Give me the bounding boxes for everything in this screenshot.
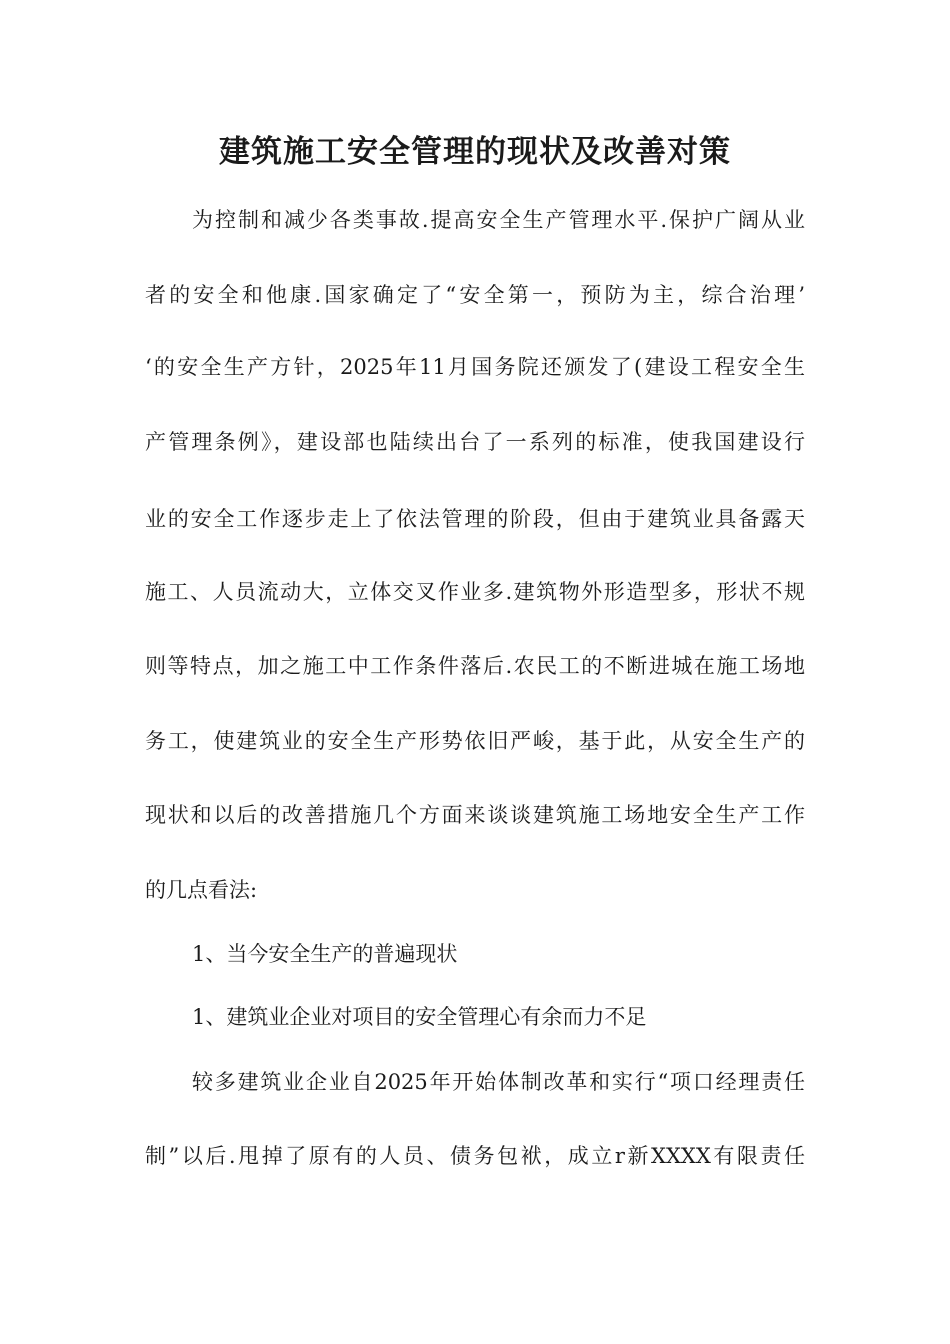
subsection-heading: 1、建筑业企业对项目的安全管理心有余而力不足 [192,1005,647,1029]
paragraph-line: 业的安全工作逐步走上了依法管理的阶段，但由于建筑业具备露天 [145,507,805,531]
paragraph-line: ‘的安全生产方针，2025年11月国务院还颁发了(建设工程安全生 [145,355,805,379]
paragraph-line: 施工、人员流动大，立体交叉作业多.建筑物外形造型多，形状不规 [145,580,805,604]
paragraph-line: 产管理条例》，建设部也陆续出台了一系列的标准，使我国建设行 [145,430,805,454]
paragraph-line: 为控制和减少各类事故.提高安全生产管理水平.保护广阔从业 [192,208,805,232]
paragraph-line: 较多建筑业企业自2025年开始体制改革和实行“项口经理责任 [192,1070,805,1094]
paragraph-line: 的几点看法: [145,878,258,902]
paragraph-line: 则等特点，加之施工中工作条件落后.农民工的不断进城在施工场地 [145,654,805,678]
paragraph-line: 务工，使建筑业的安全生产形势依旧严峻，基于此，从安全生产的 [145,729,805,753]
paragraph-line: 者的安全和他康.国家确定了“安全第一，预防为主，综合治理’ [145,283,805,307]
section-heading: 1、当今安全生产的普遍现状 [192,942,458,966]
document-title: 建筑施工安全管理的现状及改善对策 [219,134,731,170]
paragraph-line: 制”以后.甩掉了原有的人员、债务包袱，成立r新XXXX有限责任 [145,1144,805,1168]
paragraph-line: 现状和以后的改善措施几个方面来谈谈建筑施工场地安全生产工作 [145,803,805,827]
